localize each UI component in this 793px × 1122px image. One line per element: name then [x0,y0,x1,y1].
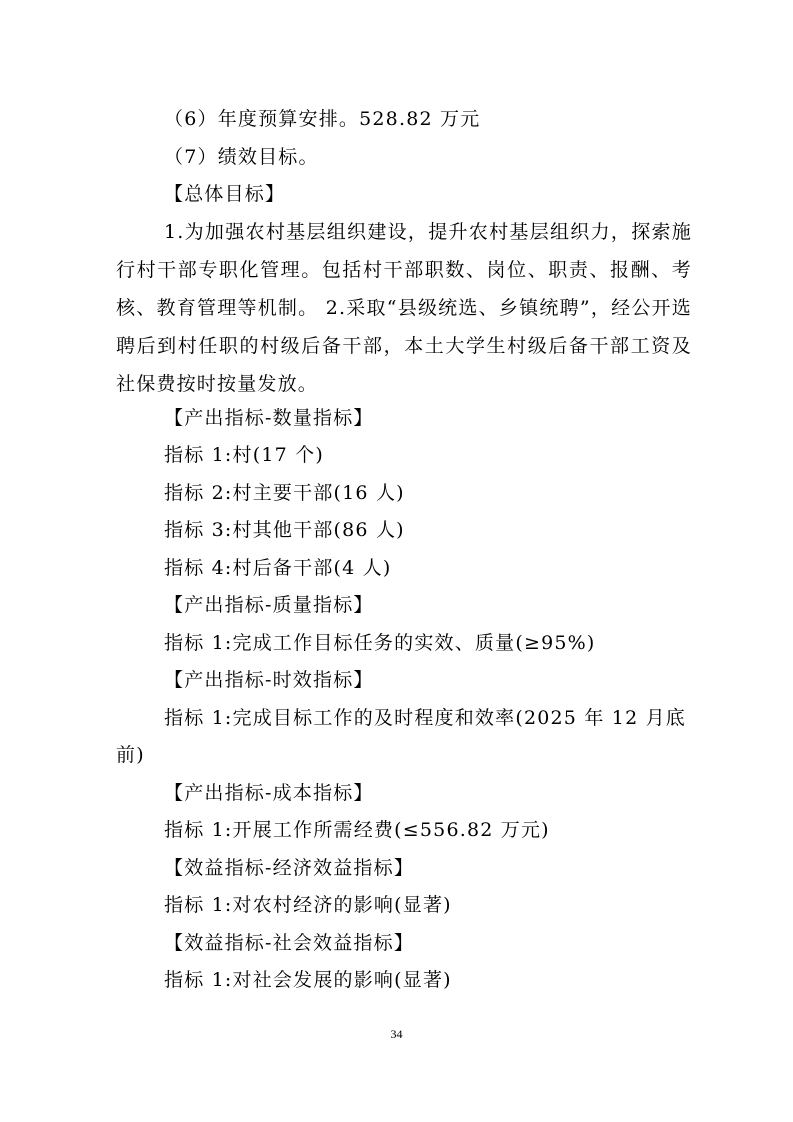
quantity-indicator-1: 指标 1:村(17 个) [164,444,324,466]
quality-indicator-1: 指标 1:完成工作目标任务的实效、质量(≥95%) [164,632,596,654]
timeliness-indicator-heading: 【产出指标-时效指标】 [164,669,374,691]
quantity-indicator-3: 指标 3:村其他干部(86 人) [164,519,405,541]
social-benefit-heading: 【效益指标-社会效益指标】 [164,932,415,954]
quantity-indicator-4: 指标 4:村后备干部(4 人) [164,557,392,579]
cost-indicator-1: 指标 1:开展工作所需经费(≤556.82 万元) [164,819,550,841]
page-number: 34 [390,1027,403,1041]
cost-indicator-heading: 【产出指标-成本指标】 [164,782,374,804]
social-benefit-1: 指标 1:对社会发展的影响(显著) [164,969,452,991]
overall-goal-heading: 【总体目标】 [164,183,286,205]
timeliness-indicator-1-line-1: 指标 1:完成目标工作的及时程度和效率(2025 年 12 月底 [164,707,686,729]
quantity-indicator-2: 指标 2:村主要干部(16 人) [164,482,405,504]
quantity-indicator-heading: 【产出指标-数量指标】 [164,407,374,429]
timeliness-indicator-1-line-2: 前) [116,744,145,766]
economic-benefit-heading: 【效益指标-经济效益指标】 [164,857,415,879]
economic-benefit-1: 指标 1:对农村经济的影响(显著) [164,894,452,916]
goals-line: （7）绩效目标。 [164,146,319,168]
quality-indicator-heading: 【产出指标-质量指标】 [164,594,374,616]
budget-line: （6）年度预算安排。528.82 万元 [164,108,481,130]
overall-goal-paragraph: 1.为加强农村基层组织建设，提升农村基层组织力，探索施行村干部专职化管理。包括村干部职数、岗位、职责、报酬、考核、教育管理等机制。 2.采取“县级统选、乡镇统聘”，经公开选聘后到村任职的村级后备干部，本土大学生村级后备干部工资及社保费按时按量发放。 [116,221,692,395]
